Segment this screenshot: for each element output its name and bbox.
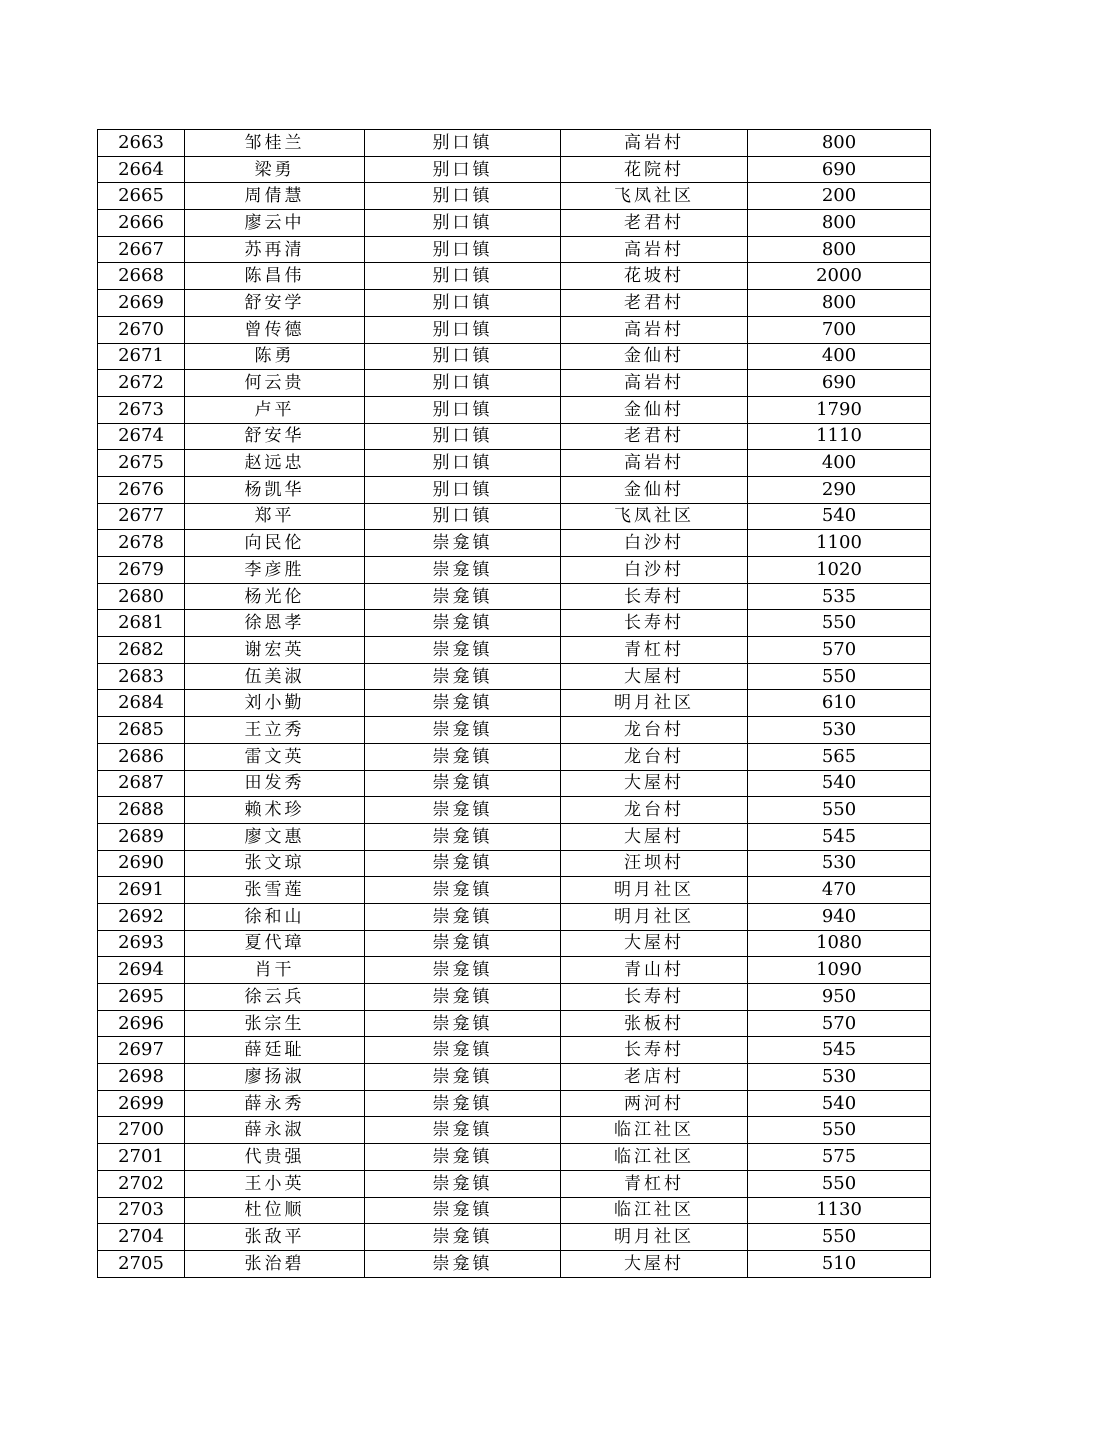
amount-cell: 550 (748, 1224, 931, 1251)
village-cell: 飞凤社区 (561, 503, 748, 530)
town-cell: 别口镇 (365, 210, 561, 237)
name-cell: 郑平 (185, 503, 365, 530)
name-cell: 曾传德 (185, 316, 365, 343)
name-cell: 李彦胜 (185, 557, 365, 584)
amount-cell: 1090 (748, 957, 931, 984)
table-row (98, 984, 931, 1011)
table-row (98, 1064, 931, 1091)
table-row (98, 1010, 931, 1037)
town-cell: 崇龛镇 (365, 690, 561, 717)
row-number-cell: 2669 (98, 290, 185, 317)
row-number-cell: 2703 (98, 1197, 185, 1224)
town-cell: 别口镇 (365, 503, 561, 530)
table-row (98, 423, 931, 450)
amount-cell: 565 (748, 743, 931, 770)
village-cell: 青杠村 (561, 637, 748, 664)
town-cell: 崇龛镇 (365, 1197, 561, 1224)
amount-cell: 535 (748, 583, 931, 610)
village-cell: 临江社区 (561, 1117, 748, 1144)
name-cell: 张文琼 (185, 850, 365, 877)
table-row (98, 290, 931, 317)
amount-cell: 530 (748, 1064, 931, 1091)
table-row (98, 263, 931, 290)
amount-cell: 700 (748, 316, 931, 343)
village-cell: 明月社区 (561, 877, 748, 904)
name-cell: 肖干 (185, 957, 365, 984)
table-row (98, 210, 931, 237)
row-number-cell: 2705 (98, 1250, 185, 1277)
amount-cell: 400 (748, 450, 931, 477)
amount-cell: 550 (748, 797, 931, 824)
town-cell: 别口镇 (365, 290, 561, 317)
row-number-cell: 2696 (98, 1010, 185, 1037)
table-row (98, 1090, 931, 1117)
name-cell: 梁勇 (185, 156, 365, 183)
name-cell: 廖云中 (185, 210, 365, 237)
town-cell: 崇龛镇 (365, 823, 561, 850)
row-number-cell: 2687 (98, 770, 185, 797)
amount-cell: 400 (748, 343, 931, 370)
town-cell: 别口镇 (365, 450, 561, 477)
town-cell: 别口镇 (365, 130, 561, 157)
name-cell: 廖文惠 (185, 823, 365, 850)
name-cell: 徐云兵 (185, 984, 365, 1011)
row-number-cell: 2679 (98, 557, 185, 584)
amount-cell: 800 (748, 290, 931, 317)
amount-cell: 690 (748, 156, 931, 183)
town-cell: 别口镇 (365, 183, 561, 210)
name-cell: 卢平 (185, 396, 365, 423)
amount-cell: 540 (748, 1090, 931, 1117)
amount-cell: 950 (748, 984, 931, 1011)
row-number-cell: 2683 (98, 663, 185, 690)
village-cell: 临江社区 (561, 1144, 748, 1171)
row-number-cell: 2692 (98, 903, 185, 930)
row-number-cell: 2671 (98, 343, 185, 370)
village-cell: 金仙村 (561, 476, 748, 503)
name-cell: 苏再清 (185, 236, 365, 263)
name-cell: 薛永秀 (185, 1090, 365, 1117)
town-cell: 崇龛镇 (365, 1037, 561, 1064)
village-cell: 大屋村 (561, 1250, 748, 1277)
amount-cell: 800 (748, 210, 931, 237)
row-number-cell: 2693 (98, 930, 185, 957)
table-row (98, 370, 931, 397)
table-row (98, 1170, 931, 1197)
amount-cell: 530 (748, 717, 931, 744)
amount-cell: 570 (748, 1010, 931, 1037)
row-number-cell: 2684 (98, 690, 185, 717)
village-cell: 高岩村 (561, 370, 748, 397)
table-row (98, 503, 931, 530)
amount-cell: 510 (748, 1250, 931, 1277)
town-cell: 崇龛镇 (365, 583, 561, 610)
village-cell: 大屋村 (561, 663, 748, 690)
amount-cell: 800 (748, 236, 931, 263)
table-body (98, 130, 931, 1278)
town-cell: 崇龛镇 (365, 984, 561, 1011)
amount-cell: 1790 (748, 396, 931, 423)
town-cell: 崇龛镇 (365, 877, 561, 904)
row-number-cell: 2704 (98, 1224, 185, 1251)
amount-cell: 545 (748, 1037, 931, 1064)
name-cell: 徐恩孝 (185, 610, 365, 637)
name-cell: 舒安华 (185, 423, 365, 450)
amount-cell: 690 (748, 370, 931, 397)
row-number-cell: 2697 (98, 1037, 185, 1064)
table-row (98, 1250, 931, 1277)
amount-cell: 940 (748, 903, 931, 930)
row-number-cell: 2673 (98, 396, 185, 423)
name-cell: 张宗生 (185, 1010, 365, 1037)
table-row (98, 930, 931, 957)
row-number-cell: 2674 (98, 423, 185, 450)
table-row (98, 823, 931, 850)
village-cell: 高岩村 (561, 236, 748, 263)
village-cell: 老君村 (561, 210, 748, 237)
amount-cell: 545 (748, 823, 931, 850)
name-cell: 薛永淑 (185, 1117, 365, 1144)
amount-cell: 1100 (748, 530, 931, 557)
row-number-cell: 2678 (98, 530, 185, 557)
data-table (97, 129, 931, 1278)
village-cell: 老君村 (561, 290, 748, 317)
town-cell: 别口镇 (365, 423, 561, 450)
village-cell: 花院村 (561, 156, 748, 183)
town-cell: 崇龛镇 (365, 957, 561, 984)
village-cell: 龙台村 (561, 717, 748, 744)
town-cell: 崇龛镇 (365, 717, 561, 744)
name-cell: 代贵强 (185, 1144, 365, 1171)
amount-cell: 610 (748, 690, 931, 717)
village-cell: 大屋村 (561, 770, 748, 797)
town-cell: 别口镇 (365, 156, 561, 183)
name-cell: 何云贵 (185, 370, 365, 397)
table-row (98, 957, 931, 984)
row-number-cell: 2672 (98, 370, 185, 397)
village-cell: 高岩村 (561, 450, 748, 477)
table-row (98, 1117, 931, 1144)
table-row (98, 316, 931, 343)
row-number-cell: 2681 (98, 610, 185, 637)
table-row (98, 770, 931, 797)
name-cell: 陈昌伟 (185, 263, 365, 290)
row-number-cell: 2676 (98, 476, 185, 503)
amount-cell: 1020 (748, 557, 931, 584)
row-number-cell: 2668 (98, 263, 185, 290)
table-row (98, 877, 931, 904)
name-cell: 薛廷耻 (185, 1037, 365, 1064)
town-cell: 崇龛镇 (365, 530, 561, 557)
amount-cell: 540 (748, 770, 931, 797)
table-row (98, 717, 931, 744)
town-cell: 崇龛镇 (365, 1224, 561, 1251)
row-number-cell: 2698 (98, 1064, 185, 1091)
town-cell: 崇龛镇 (365, 637, 561, 664)
village-cell: 明月社区 (561, 690, 748, 717)
amount-cell: 290 (748, 476, 931, 503)
town-cell: 崇龛镇 (365, 1250, 561, 1277)
town-cell: 崇龛镇 (365, 743, 561, 770)
town-cell: 崇龛镇 (365, 1117, 561, 1144)
table-row (98, 690, 931, 717)
name-cell: 王小英 (185, 1170, 365, 1197)
table-row (98, 130, 931, 157)
name-cell: 刘小勤 (185, 690, 365, 717)
table-row (98, 530, 931, 557)
amount-cell: 1110 (748, 423, 931, 450)
town-cell: 崇龛镇 (365, 770, 561, 797)
town-cell: 别口镇 (365, 263, 561, 290)
table-row (98, 1197, 931, 1224)
table-row (98, 1224, 931, 1251)
village-cell: 长寿村 (561, 1037, 748, 1064)
name-cell: 伍美淑 (185, 663, 365, 690)
row-number-cell: 2702 (98, 1170, 185, 1197)
table-row (98, 743, 931, 770)
table-row (98, 396, 931, 423)
row-number-cell: 2667 (98, 236, 185, 263)
amount-cell: 800 (748, 130, 931, 157)
amount-cell: 200 (748, 183, 931, 210)
amount-cell: 1130 (748, 1197, 931, 1224)
amount-cell: 550 (748, 610, 931, 637)
village-cell: 高岩村 (561, 316, 748, 343)
table-row (98, 450, 931, 477)
name-cell: 周倩慧 (185, 183, 365, 210)
village-cell: 明月社区 (561, 1224, 748, 1251)
village-cell: 明月社区 (561, 903, 748, 930)
village-cell: 花坡村 (561, 263, 748, 290)
name-cell: 雷文英 (185, 743, 365, 770)
row-number-cell: 2664 (98, 156, 185, 183)
amount-cell: 550 (748, 1117, 931, 1144)
town-cell: 别口镇 (365, 236, 561, 263)
table-row (98, 663, 931, 690)
name-cell: 廖扬淑 (185, 1064, 365, 1091)
row-number-cell: 2682 (98, 637, 185, 664)
village-cell: 两河村 (561, 1090, 748, 1117)
table-row (98, 476, 931, 503)
village-cell: 临江社区 (561, 1197, 748, 1224)
row-number-cell: 2663 (98, 130, 185, 157)
amount-cell: 570 (748, 637, 931, 664)
village-cell: 长寿村 (561, 583, 748, 610)
name-cell: 徐和山 (185, 903, 365, 930)
village-cell: 张板村 (561, 1010, 748, 1037)
name-cell: 赖术珍 (185, 797, 365, 824)
table-row (98, 343, 931, 370)
village-cell: 大屋村 (561, 930, 748, 957)
town-cell: 崇龛镇 (365, 850, 561, 877)
village-cell: 高岩村 (561, 130, 748, 157)
village-cell: 青杠村 (561, 1170, 748, 1197)
village-cell: 青山村 (561, 957, 748, 984)
row-number-cell: 2675 (98, 450, 185, 477)
amount-cell: 540 (748, 503, 931, 530)
amount-cell: 1080 (748, 930, 931, 957)
table-row (98, 610, 931, 637)
row-number-cell: 2680 (98, 583, 185, 610)
village-cell: 飞凤社区 (561, 183, 748, 210)
town-cell: 别口镇 (365, 396, 561, 423)
name-cell: 田发秀 (185, 770, 365, 797)
name-cell: 杨凯华 (185, 476, 365, 503)
table-row (98, 637, 931, 664)
name-cell: 张治碧 (185, 1250, 365, 1277)
town-cell: 崇龛镇 (365, 1064, 561, 1091)
row-number-cell: 2701 (98, 1144, 185, 1171)
table-row (98, 583, 931, 610)
town-cell: 别口镇 (365, 343, 561, 370)
town-cell: 别口镇 (365, 370, 561, 397)
name-cell: 陈勇 (185, 343, 365, 370)
amount-cell: 575 (748, 1144, 931, 1171)
village-cell: 金仙村 (561, 343, 748, 370)
town-cell: 崇龛镇 (365, 797, 561, 824)
village-cell: 长寿村 (561, 610, 748, 637)
table-row (98, 903, 931, 930)
row-number-cell: 2690 (98, 850, 185, 877)
row-number-cell: 2666 (98, 210, 185, 237)
row-number-cell: 2688 (98, 797, 185, 824)
town-cell: 崇龛镇 (365, 930, 561, 957)
town-cell: 崇龛镇 (365, 1010, 561, 1037)
village-cell: 龙台村 (561, 743, 748, 770)
row-number-cell: 2670 (98, 316, 185, 343)
row-number-cell: 2694 (98, 957, 185, 984)
town-cell: 崇龛镇 (365, 1090, 561, 1117)
amount-cell: 470 (748, 877, 931, 904)
town-cell: 崇龛镇 (365, 1170, 561, 1197)
table-row (98, 1037, 931, 1064)
row-number-cell: 2685 (98, 717, 185, 744)
amount-cell: 550 (748, 663, 931, 690)
table-row (98, 557, 931, 584)
amount-cell: 2000 (748, 263, 931, 290)
name-cell: 夏代璋 (185, 930, 365, 957)
name-cell: 赵远忠 (185, 450, 365, 477)
table-row (98, 797, 931, 824)
row-number-cell: 2699 (98, 1090, 185, 1117)
table-row (98, 156, 931, 183)
town-cell: 崇龛镇 (365, 903, 561, 930)
row-number-cell: 2691 (98, 877, 185, 904)
table-row (98, 850, 931, 877)
town-cell: 别口镇 (365, 476, 561, 503)
town-cell: 崇龛镇 (365, 1144, 561, 1171)
name-cell: 杨光伦 (185, 583, 365, 610)
town-cell: 崇龛镇 (365, 610, 561, 637)
table-row (98, 1144, 931, 1171)
village-cell: 长寿村 (561, 984, 748, 1011)
name-cell: 杜位顺 (185, 1197, 365, 1224)
row-number-cell: 2695 (98, 984, 185, 1011)
village-cell: 白沙村 (561, 557, 748, 584)
name-cell: 舒安学 (185, 290, 365, 317)
name-cell: 谢宏英 (185, 637, 365, 664)
town-cell: 别口镇 (365, 316, 561, 343)
row-number-cell: 2700 (98, 1117, 185, 1144)
name-cell: 张雪莲 (185, 877, 365, 904)
name-cell: 张敌平 (185, 1224, 365, 1251)
village-cell: 金仙村 (561, 396, 748, 423)
amount-cell: 530 (748, 850, 931, 877)
village-cell: 老店村 (561, 1064, 748, 1091)
amount-cell: 550 (748, 1170, 931, 1197)
table-row (98, 183, 931, 210)
row-number-cell: 2677 (98, 503, 185, 530)
row-number-cell: 2665 (98, 183, 185, 210)
town-cell: 崇龛镇 (365, 663, 561, 690)
town-cell: 崇龛镇 (365, 557, 561, 584)
village-cell: 汪坝村 (561, 850, 748, 877)
row-number-cell: 2689 (98, 823, 185, 850)
village-cell: 大屋村 (561, 823, 748, 850)
row-number-cell: 2686 (98, 743, 185, 770)
village-cell: 老君村 (561, 423, 748, 450)
village-cell: 白沙村 (561, 530, 748, 557)
name-cell: 向民伦 (185, 530, 365, 557)
village-cell: 龙台村 (561, 797, 748, 824)
name-cell: 邹桂兰 (185, 130, 365, 157)
table-row (98, 236, 931, 263)
name-cell: 王立秀 (185, 717, 365, 744)
